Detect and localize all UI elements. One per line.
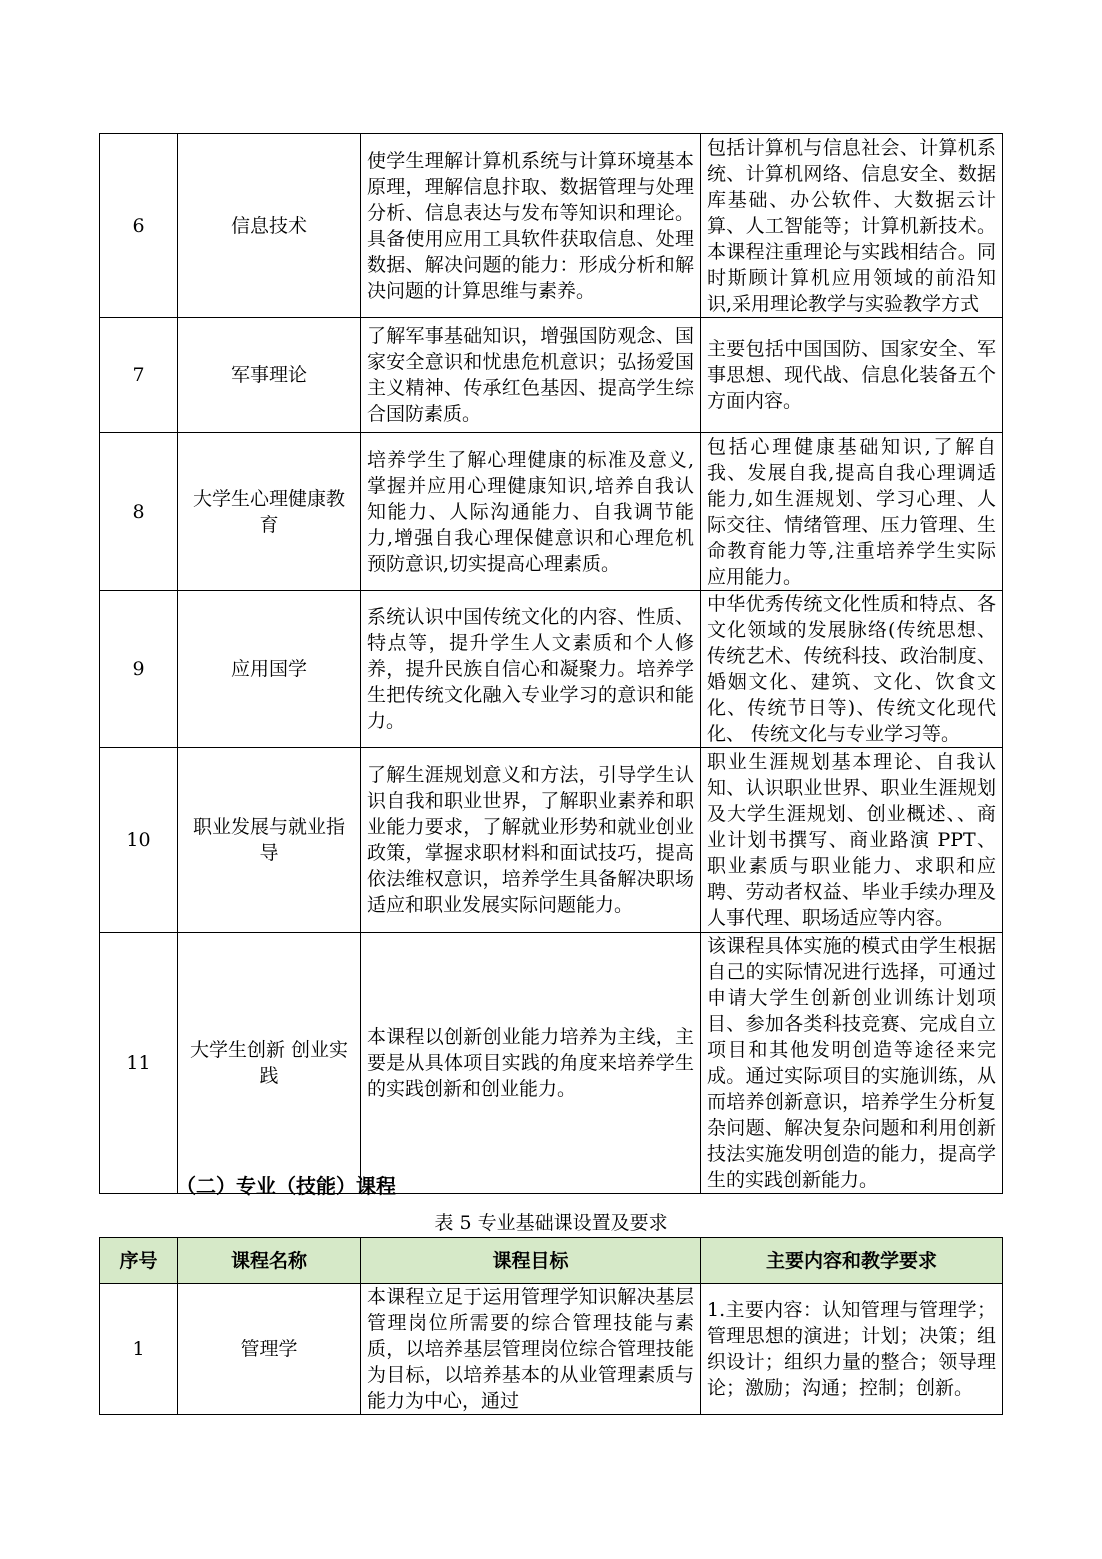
course-number: 1 (100, 1284, 178, 1415)
course-content: 主要包括中国国防、国家安全、军事思想、现代战、信息化装备五个方面内容。 (701, 318, 1003, 433)
course-number: 9 (100, 591, 178, 748)
table-row (100, 134, 1003, 318)
table-row (100, 933, 1003, 1194)
course-name: 大学生心理健康教育 (178, 433, 361, 591)
course-goal: 了解军事基础知识，增强国防观念、国家安全意识和忧患危机意识；弘扬爱国主义精神、传承红色基因、提高学生综合国防素质。 (361, 318, 701, 433)
header-number: 序号 (100, 1238, 178, 1284)
course-goal: 了解生涯规划意义和方法，引导学生认识自我和职业世界，了解职业素养和职业能力要求，了解就业形势和就业创业政策，掌握求职材料和面试技巧，提高依法维权意识，培养学生具备解决职场适应和职业发展实际问题能力。 (361, 748, 701, 933)
course-number: 10 (100, 748, 178, 933)
header-course-goal: 课程目标 (361, 1238, 701, 1284)
course-goal: 本课程立足于运用管理学知识解决基层管理岗位所需要的综合管理技能与素质，以培养基层管理岗位综合管理技能为目标，以培养基本的从业管理素质与能力为中心，通过 (361, 1284, 701, 1415)
table-row (100, 1284, 1003, 1415)
table-row (100, 591, 1003, 748)
course-content: 职业生涯规划基本理论、自我认知、认识职业世界、职业生涯规划及大学生涯规划、创业概述、、商业计划书撰写、商业路演 PPT、职业素质与职业能力、求职和应聘、劳动者权益、毕业手续办理及人事代理、职场适应等内容。 (701, 748, 1003, 933)
table-row (100, 318, 1003, 433)
course-name: 管理学 (178, 1284, 361, 1415)
course-number: 8 (100, 433, 178, 591)
course-number: 11 (100, 933, 178, 1194)
course-goal: 本课程以创新创业能力培养为主线，主要是从具体项目实践的角度来培养学生的实践创新和创业能力。 (361, 933, 701, 1194)
course-goal: 系统认识中国传统文化的内容、性质、特点等，提升学生人文素质和个人修养，提升民族自信心和凝聚力。培养学生把传统文化融入专业学习的意识和能力。 (361, 591, 701, 748)
course-number: 6 (100, 134, 178, 318)
course-goal: 培养学生了解心理健康的标准及意义,掌握并应用心理健康知识,培养自我认知能力、人际沟通能力、自我调节能力,增强自我心理保健意识和心理危机预防意识,切实提高心理素质。 (361, 433, 701, 591)
course-content: 包括计算机与信息社会、计算机系统、计算机网络、信息安全、数据库基础、办公软件、大数据云计算、人工智能等；计算机新技术。本课程注重理论与实践相结合。同时斯顾计算机应用领域的前沿知识,采用理论教学与实验教学方式 (701, 134, 1003, 318)
table-caption: 表 5 专业基础课设置及要求 (434, 1212, 668, 1234)
course-content: 1.主要内容：认知管理与管理学；管理思想的演进；计划；决策；组织设计；组织力量的整合；领导理论；激励；沟通；控制；创新。 (701, 1284, 1003, 1415)
course-content: 该课程具体实施的模式由学生根据自己的实际情况进行选择，可通过申请大学生创新创业训练计划项目、参加各类科技竞赛、完成自立项目和其他发明创造等途径来完成。通过实际项目的实施训练，从而培养创新意识，培养学生分析复杂问题、解决复杂问题和利用创新技法实施发明创造的能力，提高学生的实践创新能力。 (701, 933, 1003, 1194)
course-number: 7 (100, 318, 178, 433)
course-name: 信息技术 (178, 134, 361, 318)
professional-foundation-course-table (99, 1237, 1003, 1415)
course-name: 大学生创新 创业实践 (178, 933, 361, 1194)
header-course-name: 课程名称 (178, 1238, 361, 1284)
general-course-table (99, 133, 1003, 1194)
header-course-content: 主要内容和教学要求 (701, 1238, 1003, 1284)
course-content: 中华优秀传统文化性质和特点、各文化领域的发展脉络(传统思想、传统艺术、传统科技、政治制度、婚姻文化、建筑、文化、饮食文化、传统节日等)、传统文化现代化、 传统文化与专业学习等。 (701, 591, 1003, 748)
course-content: 包括心理健康基础知识,了解自我、发展自我,提高自我心理调适能力,如生涯规划、学习心理、人际交往、情绪管理、压力管理、生命教育能力等,注重培养学生实际应用能力。 (701, 433, 1003, 591)
course-name: 应用国学 (178, 591, 361, 748)
table-row (100, 748, 1003, 933)
table-header-row (100, 1238, 1003, 1284)
table-row (100, 433, 1003, 591)
course-goal: 使学生理解计算机系统与计算环境基本原理，理解信息抃取、数据管理与处理分析、信息表达与发布等知识和理论。具备使用应用工具软件获取信息、处理数据、解决问题的能力：形成分析和解决问题的计算思维与素养。 (361, 134, 701, 318)
course-name: 军事理论 (178, 318, 361, 433)
course-name: 职业发展与就业指导 (178, 748, 361, 933)
section-heading: （二）专业（技能）课程 (176, 1174, 396, 1198)
